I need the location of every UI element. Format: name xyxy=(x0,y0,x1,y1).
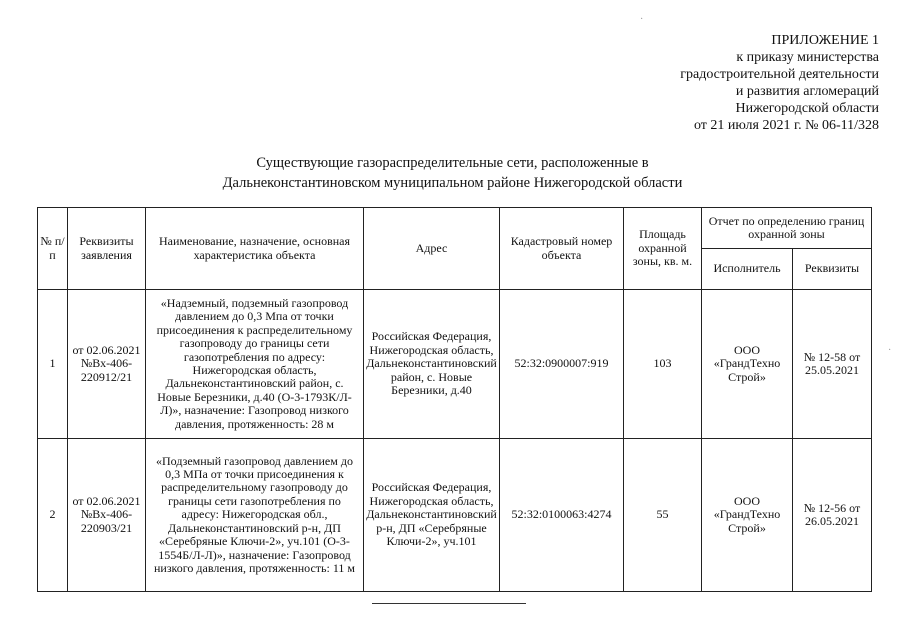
cell-address: Российская Федерация, Нижегородская область, Дальнеконстантиновский район, с. Новые Березники, д.40 xyxy=(364,290,500,439)
cell-requisites: от 02.06.2021 №Вх-406-220903/21 xyxy=(68,439,146,592)
appendix-heading: ПРИЛОЖЕНИЕ 1 xyxy=(771,33,879,48)
cell-cadastral: 52:32:0900007:919 xyxy=(500,290,624,439)
header-report-requisites: Реквизиты xyxy=(793,249,872,290)
appendix-line: градостроительной деятельности xyxy=(680,67,879,82)
cell-report-requisites: № 12-58 от 25.05.2021 xyxy=(793,290,872,439)
document-title-line: Дальнеконстантиновском муниципальном районе Нижегородской области xyxy=(222,175,683,191)
table-row xyxy=(38,290,872,439)
header-report: Отчет по определению границ охранной зоны xyxy=(702,208,872,249)
scan-speck: · xyxy=(640,14,644,25)
header-object-name: Наименование, назначение, основная характеристика объекта xyxy=(146,208,364,290)
cell-executor: ООО «ГрандТехно Строй» xyxy=(702,439,793,592)
table-header-row xyxy=(38,208,872,249)
cell-cadastral: 52:32:0100063:4274 xyxy=(500,439,624,592)
header-num: № п/п xyxy=(38,208,68,290)
cell-object-name: «Надземный, подземный газопровод давлением до 0,3 Мпа от точки присоединения к распределительному газопроводу до границы сети газопотребления по адресу: Нижегородская область, Дальнеконстантиновский район, с. Новые Березники, д.40 (О-3-1793К/Л-Л)», назначение: Газопровод низкого давления, протяженность: 28 м xyxy=(146,290,364,439)
document-title xyxy=(0,153,905,193)
appendix-order-date: от 21 июля 2021 г. № 06-11/328 xyxy=(693,118,879,133)
footer-divider xyxy=(372,603,526,604)
appendix-line: и развития агломераций xyxy=(735,84,879,99)
cell-address: Российская Федерация, Нижегородская область, Дальнеконстантиновский р-н, ДП «Серебряные Ключи-2», уч.101 xyxy=(364,439,500,592)
appendix-block xyxy=(579,32,879,134)
cell-object-name: «Подземный газопровод давлением до 0,3 МПа от точки присоединения к распределительному газопроводу до границы сети газопотребления по адресу: Нижегородская обл., Дальнеконстантиновский р-н, ДП «Серебряные Ключи-2», уч.101 (О-3-1554Б/Л-Л)», назначение: Газопровод низкого давления, протяженность: 11 м xyxy=(146,439,364,592)
table-row xyxy=(38,439,872,592)
cell-num: 2 xyxy=(38,439,68,592)
gas-networks-table xyxy=(37,207,872,592)
header-address: Адрес xyxy=(364,208,500,290)
appendix-line: Нижегородской области xyxy=(735,101,879,116)
appendix-line: к приказу министерства xyxy=(736,50,879,65)
scan-speck: · xyxy=(888,345,892,356)
cell-executor: ООО «ГрандТехно Строй» xyxy=(702,290,793,439)
cell-area: 55 xyxy=(624,439,702,592)
cell-area: 103 xyxy=(624,290,702,439)
header-executor: Исполнитель xyxy=(702,249,793,290)
cell-requisites: от 02.06.2021 №Вх-406-220912/21 xyxy=(68,290,146,439)
header-requisites: Реквизиты заявления xyxy=(68,208,146,290)
cell-report-requisites: № 12-56 от 26.05.2021 xyxy=(793,439,872,592)
header-cadastral: Кадастровый номер объекта xyxy=(500,208,624,290)
document-title-line: Существующие газораспределительные сети, расположенные в xyxy=(256,155,649,171)
cell-num: 1 xyxy=(38,290,68,439)
header-area: Площадь охранной зоны, кв. м. xyxy=(624,208,702,290)
